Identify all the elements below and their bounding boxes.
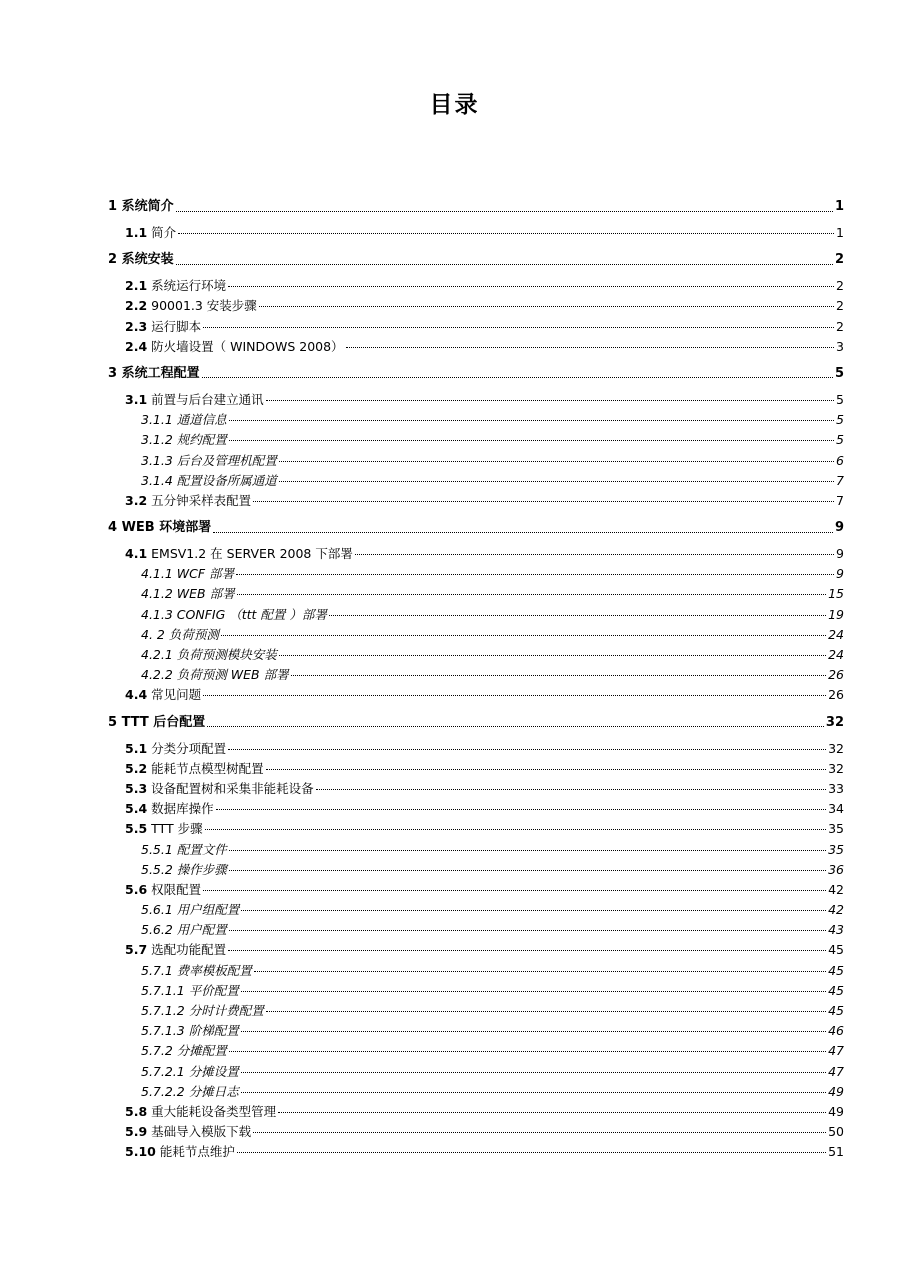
- toc-entry-label: [108, 708, 205, 737]
- dot-leader: [355, 553, 834, 555]
- toc-entry-text: WCF 部署: [176, 566, 235, 582]
- toc-page-number: 36: [828, 861, 844, 877]
- toc-page-number: 47: [828, 1043, 844, 1059]
- toc-entry[interactable]: [108, 491, 844, 511]
- toc-entry-label: [125, 940, 226, 960]
- toc-entry[interactable]: [108, 276, 844, 296]
- toc-page-number: 32: [828, 740, 844, 756]
- toc-entry[interactable]: [108, 1001, 844, 1021]
- toc-entry[interactable]: [108, 1142, 844, 1162]
- toc-entry-text: 阶梯配置: [188, 1023, 239, 1039]
- toc-entry-label: [125, 544, 353, 564]
- toc-page-number: 9: [836, 546, 844, 562]
- toc-entry-number: 4.4: [125, 687, 148, 703]
- toc-entry[interactable]: [108, 359, 844, 388]
- toc-entry[interactable]: [108, 819, 844, 839]
- toc-entry[interactable]: [108, 665, 844, 685]
- toc-entry-number: 4.2.2: [141, 667, 173, 683]
- toc-page-number: 42: [828, 902, 844, 918]
- toc-entry[interactable]: [108, 223, 844, 243]
- toc-entry-text: 分时计费配置: [188, 1003, 264, 1018]
- toc-entry-text: 配置文件: [176, 841, 227, 857]
- toc-entry-number: 1.1: [125, 225, 148, 240]
- toc-entry-number: 4.2.1: [141, 647, 173, 662]
- toc-entry-text: 分类分项配置: [151, 740, 227, 756]
- toc-entry-number: 3.2: [125, 492, 148, 508]
- toc-entry-text: 负荷预测 WEB 部署: [176, 667, 289, 683]
- toc-page-number: 33: [828, 780, 844, 796]
- toc-page-number: 24: [828, 647, 844, 662]
- toc-entry-label: [125, 1122, 251, 1142]
- toc-entry-label: [125, 1142, 235, 1162]
- toc-page-number: 49: [828, 1083, 844, 1099]
- toc-entry[interactable]: [108, 708, 844, 737]
- dot-leader: [259, 305, 834, 307]
- toc-entry[interactable]: [108, 880, 844, 900]
- toc-entry-text: 分摊日志: [188, 1083, 239, 1099]
- toc-entry[interactable]: [108, 1102, 844, 1122]
- toc-entry[interactable]: [108, 860, 844, 880]
- toc-entry[interactable]: [108, 940, 844, 960]
- toc-entry[interactable]: [108, 685, 844, 705]
- toc-page-number: 49: [828, 1103, 844, 1119]
- toc-entry[interactable]: [108, 430, 844, 450]
- toc-entry-number: 4: [108, 520, 118, 536]
- toc-entry-label: [141, 981, 239, 1001]
- toc-entry-label: [125, 337, 344, 357]
- toc-entry-number: 5: [108, 714, 118, 730]
- toc-entry[interactable]: [108, 410, 844, 430]
- toc-entry-label: [125, 223, 176, 243]
- toc-entry-text: 基础导入模版下载: [151, 1124, 252, 1140]
- toc-entry-label: [141, 961, 252, 981]
- toc-page-number: 32: [828, 760, 844, 776]
- toc-page-number: 45: [828, 1003, 844, 1018]
- dot-leader: [254, 970, 826, 972]
- toc-entry-text: 用户配置: [176, 922, 227, 938]
- toc-entry-text: 简介: [151, 225, 177, 240]
- toc-entry-text: 设备配置树和采集非能耗设备: [151, 780, 314, 796]
- dot-leader: [278, 1111, 826, 1113]
- toc-entry[interactable]: [108, 840, 844, 860]
- toc-entry[interactable]: [108, 920, 844, 940]
- toc-entry-label: [125, 779, 314, 799]
- toc-page-number: 32: [825, 714, 844, 730]
- page-title: 目录: [429, 92, 480, 118]
- toc-entry-number: 1: [108, 199, 118, 214]
- toc-entry-number: 3.1.4: [141, 472, 173, 488]
- dot-leader: [228, 285, 834, 287]
- toc-entry-number: 5.7.2.1: [141, 1063, 185, 1079]
- toc-entry-number: 5.10: [125, 1144, 156, 1160]
- dot-leader: [228, 949, 826, 951]
- toc-entry[interactable]: [108, 513, 844, 542]
- dot-leader: [229, 849, 826, 851]
- toc-entry-text: 能耗节点维护: [159, 1144, 235, 1160]
- toc-entry-label: [141, 920, 227, 940]
- toc-entry-label: [141, 1041, 227, 1061]
- toc-entry-text: 分摊配置: [176, 1043, 227, 1059]
- toc-entry-label: [141, 564, 234, 584]
- toc-entry-label: [125, 739, 226, 759]
- toc-entry-number: 2.1: [125, 278, 148, 294]
- toc-entry-number: 4.1: [125, 546, 148, 562]
- toc-entry-text: 系统运行环境: [151, 278, 227, 294]
- toc-entry-text: WEB 环境部署: [121, 520, 212, 536]
- toc-entry[interactable]: [108, 471, 844, 491]
- toc-entry-label: [141, 1062, 239, 1082]
- toc-entry-number: 5.5: [125, 821, 148, 837]
- toc-entry-text: 防火墙设置（ WINDOWS 2008）: [151, 338, 344, 354]
- toc-entry-label: [125, 390, 264, 410]
- toc-page-number: 5: [836, 391, 844, 407]
- toc-entry-text: TTT 后台配置: [121, 714, 206, 730]
- dot-leader: [213, 531, 833, 533]
- toc-entry[interactable]: [108, 759, 844, 779]
- toc-entry-text: 配置设备所属通道: [176, 472, 277, 488]
- dot-leader: [221, 634, 826, 636]
- toc-entry-label: [141, 451, 277, 471]
- dot-leader: [203, 889, 826, 891]
- toc-entry-label: [108, 359, 200, 388]
- toc-entry[interactable]: [108, 799, 844, 819]
- toc-entry[interactable]: [108, 779, 844, 799]
- toc-entry-number: 3.1.1: [141, 412, 173, 428]
- toc-entry-label: [141, 900, 239, 920]
- dot-leader: [266, 399, 834, 401]
- toc-page-number: 43: [828, 922, 844, 938]
- toc-entry-number: 3.1.3: [141, 452, 173, 468]
- toc-page-number: 2: [836, 298, 844, 314]
- dot-leader: [241, 1030, 826, 1032]
- dot-leader: [253, 1131, 826, 1133]
- toc-entry-text: 规约配置: [176, 432, 227, 448]
- toc-entry-number: 3.1.2: [141, 432, 173, 448]
- toc-entry-text: EMSV1.2 在 SERVER 2008 下部署: [151, 546, 353, 562]
- toc-entry[interactable]: [108, 337, 844, 357]
- toc-entry-number: 4.1.1: [141, 566, 173, 582]
- toc-entry-number: 5.5.2: [141, 861, 173, 877]
- dot-leader: [229, 419, 834, 421]
- dot-leader: [216, 808, 826, 810]
- toc-entry-label: [125, 685, 201, 705]
- dot-leader: [228, 748, 826, 750]
- dot-leader: [237, 593, 826, 595]
- toc-entry-number: 5.6.2: [141, 922, 173, 938]
- toc-entry-number: 5.7.1.1: [141, 982, 185, 998]
- toc-page-number: 45: [828, 962, 844, 978]
- dot-leader: [241, 1071, 826, 1073]
- toc-entry-label: [141, 665, 289, 685]
- toc-page-number: 3: [836, 338, 844, 354]
- dot-leader: [203, 326, 834, 328]
- toc-page-number: 5: [836, 412, 844, 428]
- toc-entry-label: [125, 799, 214, 819]
- toc-page-number: 24: [828, 626, 844, 642]
- dot-leader: [236, 573, 834, 575]
- toc-entry-text: 平价配置: [188, 982, 239, 998]
- toc-entry-text: 五分钟采样表配置: [151, 492, 252, 508]
- toc-entry-number: 3: [108, 365, 118, 381]
- toc-entry-label: [141, 625, 219, 645]
- toc-entry-number: 5.7.2: [141, 1043, 173, 1059]
- dot-leader: [207, 725, 824, 727]
- toc-entry-number: 5.7.2.2: [141, 1083, 185, 1099]
- toc-page-number: 46: [828, 1023, 844, 1039]
- dot-leader: [237, 1151, 826, 1153]
- toc-entry-number: 5.2: [125, 760, 148, 776]
- toc-entry-label: [125, 1102, 276, 1122]
- toc-entry-number: 5.7.1: [141, 962, 173, 978]
- toc-entry-label: [125, 819, 203, 839]
- toc-entry-label: [125, 491, 251, 511]
- toc-page-number: 35: [828, 821, 844, 837]
- dot-leader: [229, 439, 834, 441]
- toc-entry-text: 权限配置: [151, 881, 202, 897]
- dot-leader: [279, 654, 826, 656]
- toc-entry-text: 重大能耗设备类型管理: [151, 1103, 277, 1119]
- toc-entry-label: [141, 860, 227, 880]
- toc-entry-label: [141, 840, 227, 860]
- toc-entry-number: 5.3: [125, 780, 148, 796]
- toc-page-number: 42: [828, 881, 844, 897]
- dot-leader: [346, 346, 834, 348]
- toc-entry-label: [108, 245, 174, 274]
- toc-entry[interactable]: [108, 564, 844, 584]
- toc-page-number: 1: [834, 199, 844, 214]
- toc-page-number: 50: [828, 1124, 844, 1140]
- toc-entry[interactable]: [108, 1082, 844, 1102]
- toc-entry-text: 操作步骤: [176, 861, 227, 877]
- dot-leader: [316, 788, 826, 790]
- toc-entry-label: [141, 410, 227, 430]
- toc-page-number: 2: [836, 318, 844, 334]
- dot-leader: [176, 263, 833, 265]
- toc-entry-number: 5.7.1.3: [141, 1023, 185, 1039]
- toc-page-number: 2: [834, 252, 844, 268]
- toc-entry-number: 5.4: [125, 801, 148, 817]
- toc-entry-number: 4.1.3: [141, 606, 173, 622]
- toc-entry[interactable]: [108, 605, 844, 625]
- toc-page-number: 6: [836, 452, 844, 468]
- toc-entry-label: [108, 192, 174, 221]
- dot-leader: [241, 909, 826, 911]
- dot-leader: [203, 694, 826, 696]
- dot-leader: [329, 614, 826, 616]
- toc-entry-text: 后台及管理机配置: [176, 452, 277, 468]
- toc-entry[interactable]: [108, 1041, 844, 1061]
- toc-page-number: 7: [836, 472, 844, 488]
- toc-entry-label: [125, 880, 201, 900]
- dot-leader: [229, 1050, 826, 1052]
- toc-entry-text: 前置与后台建立通讯: [151, 391, 264, 407]
- dot-leader: [253, 500, 834, 502]
- toc-entry[interactable]: [108, 245, 844, 274]
- toc-entry-text: CONFIG （ttt 配置 ）部署: [176, 606, 327, 622]
- dot-leader: [178, 232, 834, 234]
- toc-entry-number: 5.6: [125, 881, 148, 897]
- toc-entry-number: 5.6.1: [141, 902, 173, 918]
- toc-entry[interactable]: [108, 1122, 844, 1142]
- toc-entry[interactable]: [108, 1021, 844, 1041]
- toc-page-number: 9: [834, 520, 844, 536]
- toc-entry-number: 4. 2: [141, 626, 165, 642]
- toc-entry-text: 能耗节点模型树配置: [151, 760, 264, 776]
- toc-entry[interactable]: [108, 584, 844, 604]
- toc-entry-text: 通道信息: [176, 412, 227, 428]
- toc-entry-text: 费率模板配置: [176, 962, 252, 978]
- toc-entry-number: 5.1: [125, 740, 148, 756]
- toc-entry-text: 系统工程配置: [121, 365, 200, 381]
- dot-leader: [279, 480, 834, 482]
- toc-entry-label: [141, 1001, 264, 1021]
- toc-page-number: 45: [828, 942, 844, 958]
- toc-entry-label: [125, 276, 226, 296]
- toc-page-number: 5: [836, 432, 844, 448]
- toc-entry[interactable]: [108, 900, 844, 920]
- toc-page-number: 34: [828, 801, 844, 817]
- toc-entry-label: [141, 645, 277, 665]
- dot-leader: [241, 1091, 826, 1093]
- toc-entry[interactable]: [108, 451, 844, 471]
- toc-entry-number: 2: [108, 252, 118, 268]
- toc-entry[interactable]: [108, 739, 844, 759]
- toc-page-number: 5: [834, 365, 844, 381]
- toc-entry-label: [141, 584, 235, 604]
- toc-entry-text: 分摊设置: [188, 1063, 239, 1079]
- toc-entry-text: 用户组配置: [176, 902, 240, 918]
- toc-entry-text: 运行脚本: [151, 318, 202, 334]
- toc-entry-text: WEB 部署: [176, 586, 235, 602]
- toc-page-number: 35: [828, 841, 844, 857]
- toc-entry-number: 5.8: [125, 1103, 148, 1119]
- toc-page-number: 1: [836, 225, 844, 240]
- dot-leader: [291, 674, 827, 676]
- toc-entry-text: 数据库操作: [151, 801, 214, 817]
- toc-entry[interactable]: [108, 981, 844, 1001]
- toc-entry-number: 5.5.1: [141, 841, 173, 857]
- toc-entry[interactable]: [108, 317, 844, 337]
- dot-leader: [176, 210, 833, 212]
- toc-entry-label: [125, 317, 201, 337]
- toc-entry-label: [141, 605, 327, 625]
- toc-entry-label: [125, 296, 257, 316]
- toc-entry[interactable]: [108, 296, 844, 316]
- dot-leader: [229, 869, 826, 871]
- toc-entry-label: [141, 1021, 239, 1041]
- toc-entry-label: [141, 1082, 239, 1102]
- toc-page-number: 9: [836, 566, 844, 582]
- toc-page-number: 47: [828, 1063, 844, 1079]
- toc-entry[interactable]: [108, 1062, 844, 1082]
- toc-entry-number: 5.7: [125, 942, 148, 958]
- toc-entry[interactable]: [108, 544, 844, 564]
- toc-page-number: 7: [836, 492, 844, 508]
- toc-entry[interactable]: [108, 961, 844, 981]
- dot-leader: [229, 929, 826, 931]
- toc-entry-text: 系统简介: [121, 199, 174, 214]
- toc-entry-text: 常见问题: [151, 687, 202, 703]
- toc-page-number: 45: [828, 982, 844, 998]
- toc-page-number: 19: [828, 606, 844, 622]
- dot-leader: [202, 376, 833, 378]
- toc-entry[interactable]: [108, 645, 844, 665]
- toc-entry[interactable]: [108, 625, 844, 645]
- toc-page-number: 26: [828, 687, 844, 703]
- toc-entry-text: 负荷预测模块安装: [176, 647, 277, 662]
- toc-entry-label: [125, 759, 264, 779]
- dot-leader: [205, 828, 827, 830]
- toc-entry-text: TTT 步骤: [151, 821, 203, 837]
- toc-entry[interactable]: [108, 192, 844, 221]
- toc-entry-number: 2.4: [125, 338, 148, 354]
- toc-entry-number: 2.2: [125, 298, 148, 314]
- toc-entry-number: 5.7.1.2: [141, 1003, 185, 1018]
- toc-page-number: 15: [828, 586, 844, 602]
- toc-page-number: 51: [828, 1144, 844, 1160]
- toc-entry-label: [141, 430, 227, 450]
- table-of-contents: [108, 192, 844, 1163]
- toc-entry-label: [108, 513, 211, 542]
- dot-leader: [241, 990, 826, 992]
- toc-entry-text: 负荷预测: [168, 626, 219, 642]
- toc-entry-number: 3.1: [125, 391, 148, 407]
- dot-leader: [266, 768, 826, 770]
- toc-entry[interactable]: [108, 390, 844, 410]
- toc-entry-text: 90001.3 安装步骤: [151, 298, 257, 314]
- toc-entry-text: 系统安装: [121, 252, 174, 268]
- toc-entry-number: 2.3: [125, 318, 148, 334]
- dot-leader: [279, 460, 834, 462]
- toc-entry-label: [141, 471, 277, 491]
- toc-entry-number: 5.9: [125, 1124, 148, 1140]
- toc-entry-number: 4.1.2: [141, 586, 173, 602]
- toc-entry-text: 选配功能配置: [151, 942, 227, 958]
- dot-leader: [266, 1010, 826, 1012]
- toc-page-number: 26: [828, 667, 844, 683]
- toc-page-number: 2: [836, 278, 844, 294]
